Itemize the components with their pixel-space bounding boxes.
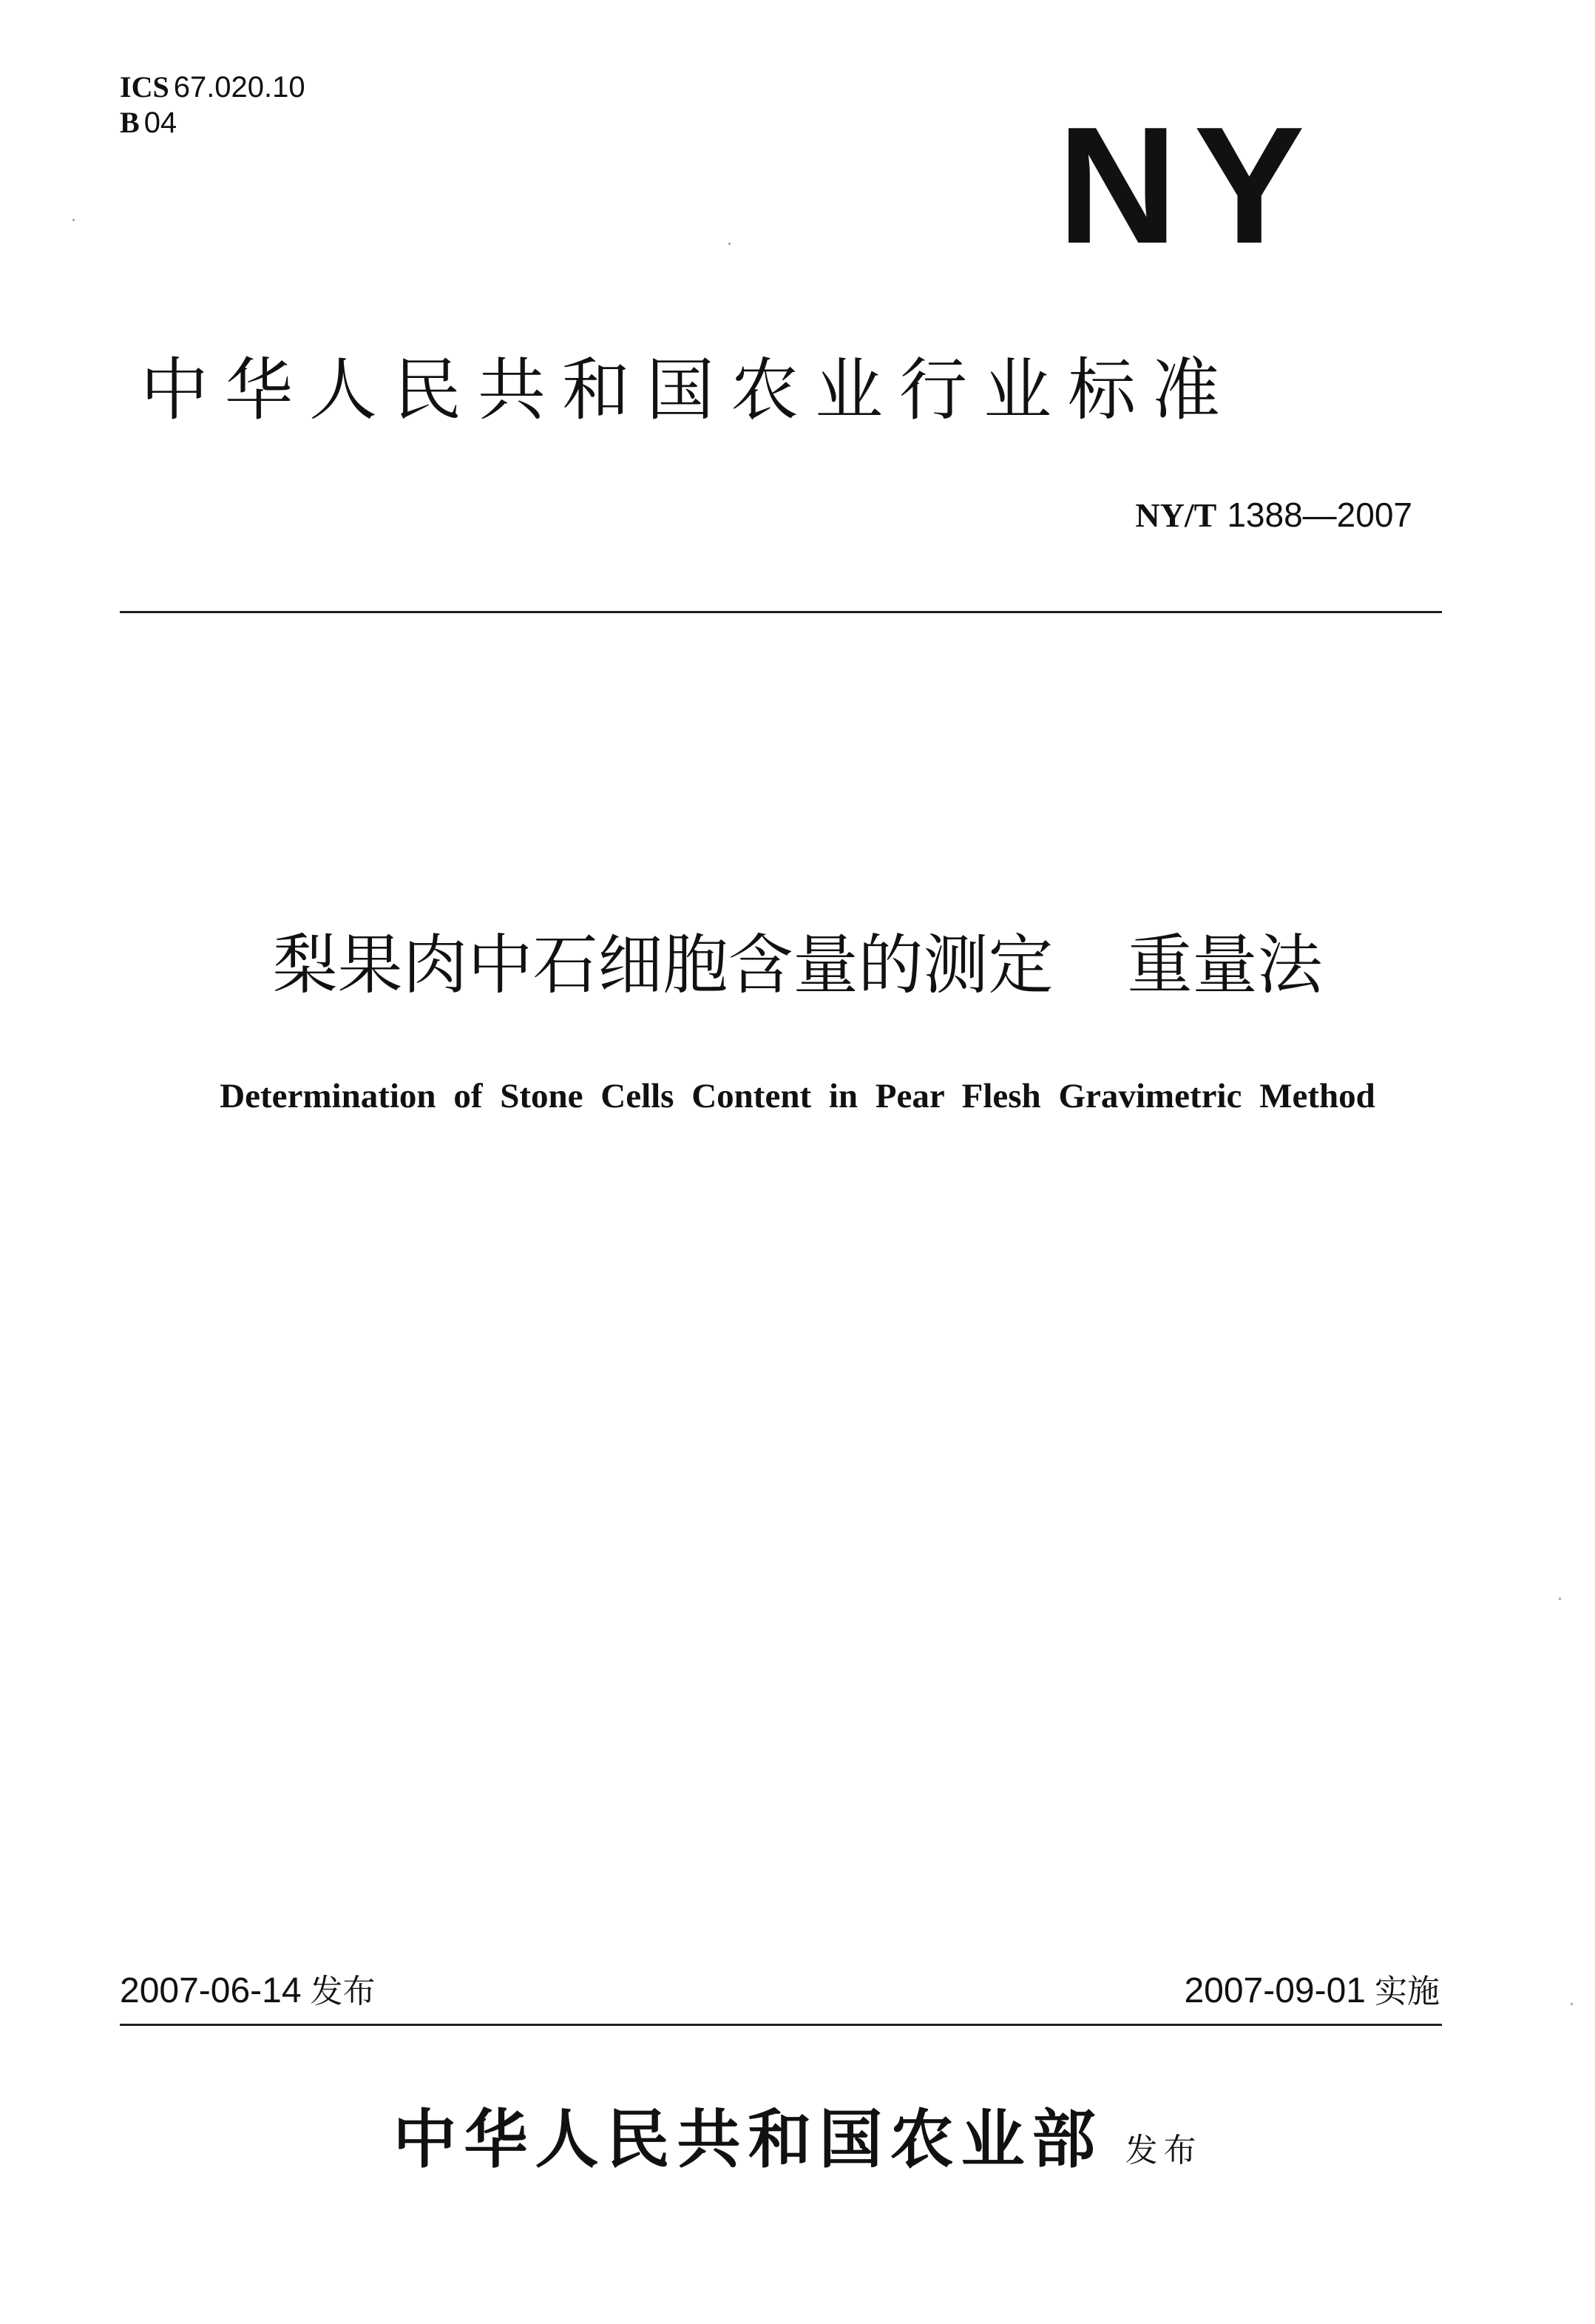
publisher-name: 中华人民共和国农业部 [393,2102,1103,2177]
ics-label: ICS [120,70,169,104]
ny-logo: NY [1057,92,1321,278]
chinese-title-main: 梨果肉中石细胞含量的测定 [272,927,1054,1003]
issue-date-line [120,1969,376,2014]
ics-value: 67.020.10 [173,71,305,104]
ccs-line [120,105,305,141]
effective-date: 2007-09-01 [1184,1971,1366,2010]
effective-label: 实施 [1375,1973,1440,2010]
classification-block [120,70,305,141]
standard-category-title: 中华人民共和国农业行业标准 [140,351,1237,430]
issue-date: 2007-06-14 [120,1971,302,2010]
top-divider [120,611,1442,613]
standard-code [1135,494,1412,536]
chinese-title-method: 重量法 [1127,927,1323,1003]
ccs-label: B [120,106,140,139]
chinese-title [0,925,1595,1006]
english-title: Determination of Stone Cells Content in Pear Flesh Gravimetric Method [220,1077,1375,1115]
bottom-divider [120,2024,1442,2026]
scan-speck [1559,1598,1561,1600]
standard-code-prefix: NY/T [1135,496,1217,534]
publisher-action: 发布 [1125,2132,1202,2169]
scan-speck [1571,2003,1573,2005]
scan-speck [728,243,731,245]
ics-line [120,70,305,105]
standard-code-number: 1388—2007 [1227,496,1412,534]
issue-label: 发布 [310,1973,376,2010]
effective-date-line [1184,1969,1440,2014]
ccs-value: 04 [143,107,177,139]
scan-speck [72,219,75,221]
publisher-line [0,2099,1595,2181]
